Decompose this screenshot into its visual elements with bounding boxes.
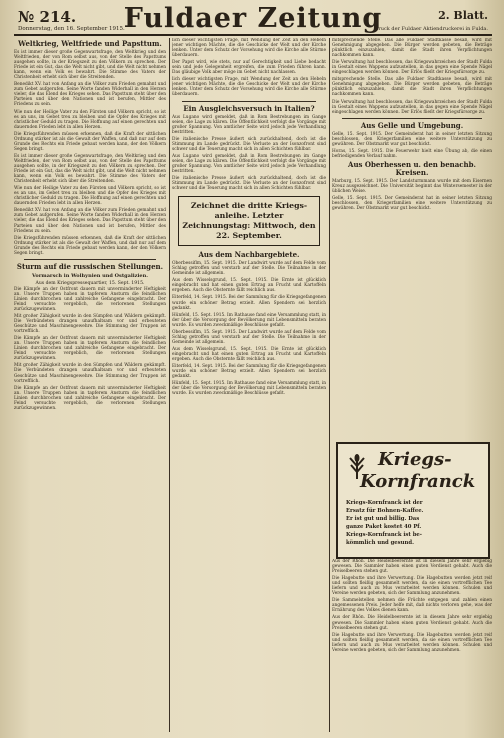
article-paragraph: Wie nun der Heilige Vater zu den Fürsten und Völkern spricht, so ist es an uns, im Gebet treu zu bleiben und die Opfer des Krieges mit christlicher Geduld zu tragen. Die Hoffnung auf einen gerechten und dauernden Frieden lebt in allen Herzen. — [14, 186, 166, 207]
article-paragraph: Die Hagebutte und ihre Verwertung. Die Hagebutten werden jetzt reif und sollten fleißig gesammelt werden, da sie einen vortrefflichen Tee liefern und auch zu Mus verarbeitet werden können. Schulen und Vereine werden gebeten, sich der Sammlung anzunehmen. — [332, 632, 492, 653]
divider — [342, 118, 482, 119]
article-subheadline: Vormarsch in Wolhynien und Ostgalizien. — [32, 272, 148, 279]
article-paragraph: Benedikt XV. hat von Anfang an die Völker zum Frieden gemahnt und zum Gebet aufgerufen. Seine Worte fanden Widerhall in den Herzen vieler, die das Elend des Krieges sehen. Das Papsttum steht über den Parteien und über den Nationen und ist berufen, Mittler des Friedens zu sein. — [14, 208, 166, 234]
article-paragraph: Hünfeld, 15. Sept. 1915. Im Rathause fand eine Versammlung statt, in der über die Versorgung der Bevölkerung mit Lebensmitteln beraten wurde. Es wurden zweckmäßige Beschlüsse gefaßt. — [172, 381, 326, 397]
article-paragraph: Die Verwaltung hat beschlossen, das Kriegswahrzeichen der Stadt Fulda in Gestalt eines Wappens aufzustellen, in das gegen eine Spende Nägel eingeschlagen werden können. Der Erlös fließt der Kriegsfürsorge zu. — [332, 99, 492, 115]
article-paragraph: Die Kämpfe an der Ostfront dauern mit unverminderter Heftigkeit an. Unsere Truppen haben in tapferem Ansturm die feindlichen Linien durchbrochen und zahlreiche Gefangene eingebracht. Der Feind versuchte vergeblich, die verlorenen Stellungen zurückzugewinnen. — [14, 336, 166, 362]
issue-number: № 214. — [18, 8, 77, 26]
war-loan-notice: Zeichnet die dritte Kriegs-anleihe. Letzter Zeichnungstag: Mittwoch, den 22. September. — [178, 196, 320, 246]
article-paragraph: Die Sammelstellen nehmen die Früchte entgegen und zahlen einen angemessenen Preis. Jeder helfe mit, daß nichts verloren gehe, was der Ernährung des Volkes dienen kann. — [332, 598, 492, 614]
column-3-bottom — [332, 559, 492, 732]
ad-title-line-1: Kriegs- — [378, 449, 452, 470]
ad-text: Kriegs-Kornfranck ist be- — [346, 532, 422, 538]
article-paragraph: Horas, 15. Sept. 1915. Die Feuerwehr hielt eine Übung ab, die einen befriedigenden Verlauf nahm. — [332, 148, 492, 159]
article-paragraph: lich dieser wichtigsten Frage, mit Wendung der Zeit an den Hebeln jener wichtigen Mächte, die die Geschicke der Welt und der Kirche lenken. Unter dem Schutz der Vorsehung wird die Kirche alle Stürme überdauern. — [172, 77, 326, 98]
sheet-number: 2. Blatt. — [438, 9, 488, 22]
article-paragraph: Eiterfeld, 14. Sept. 1915. Bei der Sammlung für die Kriegsgefangenen wurde ein schöner Betrag erzielt. Allen Spendern sei herzlich gedankt. — [172, 295, 326, 311]
divider — [182, 101, 316, 102]
masthead — [14, 4, 492, 36]
ad-text: ganze Paket kostet 40 Pf. — [346, 524, 422, 530]
article-paragraph: Es ist immer dieser große Gegenwartsfrage, den Weltkrieg und den Weltfrieden, der von Rom selbst aus, von der Stelle des Papsttums ausgehen sollte, in der Kriegszeit zu den Völkern zu sprechen. Der Friede ist ein Gut, das die Welt nicht gibt, und die Welt nicht nehmen kann, wenn ein Volk es bewahrt. Die Stimme des Vaters der Christenheit erhebt sich über die Streitenden. — [14, 50, 166, 81]
article-paragraph: Die italienische Presse äußert sich zurückhaltend, doch ist die Stimmung im Lande gedrückt. Die Verluste an der Isonzofront sind schwer und die Teuerung macht sich in allen Schichten fühlbar. — [172, 136, 326, 152]
article-headline: Weltkrieg, Weltfriede und Papsttum. — [18, 39, 162, 48]
article-paragraph: Gelle, 15. Sept. 1915. Der Gemeinderat hat in seiner letzten Sitzung beschlossen, den Kriegerfamilien eine weitere Unterstützung zu gewähren. Der Obstmarkt war gut beschickt. — [332, 131, 492, 147]
ad-text: kömmlich und gesund. — [346, 540, 414, 546]
article-paragraph: Es ist immer dieser große Gegenwartsfrage, den Weltkrieg und den Weltfrieden, der von Rom selbst aus, von der Stelle des Papsttums ausgehen sollte, in der Kriegszeit zu den Völkern zu sprechen. Der Friede ist ein Gut, das die Welt nicht gibt, und die Welt nicht nehmen kann, wenn ein Volk es bewahrt. Die Stimme des Vaters der Christenheit erhebt sich über die Streitenden. — [14, 153, 166, 185]
article-paragraph: Mit großer Zähigkeit wurde in den Sümpfen und Wäldern gekämpft. Die Verbündeten drangen unaufhaltsam vor und erbeuteten Geschütze und Maschinengewehre. Die Stimmung der Truppen ist vortrefflich. — [14, 314, 166, 335]
article-dateline: Aus dem Kriegspressequartier, 15. Sept. 1915. — [35, 280, 145, 286]
article-paragraph: Die Hagebutte und ihre Verwertung. Die Hagebutten werden jetzt reif und sollten fleißig gesammelt werden, da sie einen vortrefflichen Tee liefern und auch zu Mus verarbeitet werden können. Schulen und Vereine werden gebeten, sich der Sammlung anzunehmen. — [332, 576, 492, 597]
issue-date: Donnerstag, den 16. September 1915. — [18, 26, 125, 32]
article-paragraph: Die Kriegsführenden müssen erkennen, daß die Kraft der sittlichen Ordnung stärker ist als die Gewalt der Waffen, und daß nur auf dem Grunde des Rechts ein Friede gebaut werden kann, der den Völkern Segen bringt. — [14, 131, 166, 152]
article-paragraph: Aus dem Wisselsgrund, 15. Sept. 1915. Die Ernte ist glücklich eingebracht und hat einen guten Ertrag an Frucht und Kartoffeln ergeben. Auch die Obsternte fällt reichlich aus. — [172, 278, 326, 294]
column-3-top — [332, 38, 492, 438]
article-paragraph: Oberbessiflm, 15. Sept. 1915. Der Landwirt wurde auf dem Felde vom Schlag getroffen und verstarb auf der Stelle. Die Teilnahme in der Gemeinde ist allgemein. — [172, 329, 326, 345]
column-rule — [169, 38, 170, 732]
article-paragraph: Benedikt XV. hat von Anfang an die Völker zum Frieden gemahnt und zum Gebet aufgerufen. Seine Worte fanden Widerhall in den Herzen vieler, die das Elend des Krieges sehen. Das Papsttum steht über den Parteien und über den Nationen und ist berufen, Mittler des Friedens zu sein. — [14, 82, 166, 108]
article-paragraph: Aus der Rhön. Die Heidelbeerernte ist in diesem Jahre sehr ergiebig gewesen. Die Sammler haben einen guten Verdienst gehabt. Auch die Preiselbeeren stehen gut. — [332, 615, 492, 631]
article-paragraph: Mit großer Zähigkeit wurde in den Sümpfen und Wäldern gekämpft. Die Verbündeten drangen unaufhaltsam vor und erbeuteten Geschütze und Maschinengewehre. Die Stimmung der Truppen ist vortrefflich. — [14, 363, 166, 384]
article-paragraph: lich dieser wichtigsten Frage, mit Wendung der Zeit an den Hebeln jener wichtigen Mächte, die die Geschicke der Welt und der Kirche lenken. Unter dem Schutz der Vorsehung wird die Kirche alle Stürme überdauern. — [172, 38, 326, 59]
article-paragraph: Aus Lugano wird gemeldet, daß in Rom Bestrebungen im Gange seien, die Lage zu klären. Die Öffentlichkeit verfolgt die Vorgänge mit großer Spannung. Von amtlicher Seite wird jedoch jede Verhandlung bestritten. — [172, 153, 326, 174]
ad-text: Kriegs-Kornfranck ist der — [346, 500, 423, 506]
article-paragraph: Hünfeld, 15. Sept. 1915. Im Rathause fand eine Versammlung statt, in der über die Versorgung der Bevölkerung mit Lebensmitteln beraten wurde. Es wurden zweckmäßige Beschlüsse gefaßt. — [172, 312, 326, 328]
article-paragraph: Gelle, 15. Sept. 1915. Der Gemeinderat hat in seiner letzten Sitzung beschlossen, den Kriegerfamilien eine weitere Unterstützung zu gewähren. Der Obstmarkt war gut beschickt. — [332, 196, 492, 212]
article-headline: Aus Oberhessen u. den benachb. Kreisen. — [348, 159, 476, 177]
article-headline: Aus dem Nachbargebiete. — [198, 250, 300, 260]
ad-text: Ersatz für Bohnen-Kaffee. — [346, 508, 424, 514]
article-paragraph: Marburg, 15. Sept. 1915. Der Landsturmmann wurde mit dem Eisernen Kreuz ausgezeichnet. Die Universität beginnt das Wintersemester in der üblichen Weise. — [332, 178, 492, 194]
article-headline: Ein Ausgleichsversuch in Italien? — [183, 103, 315, 113]
article-paragraph: Aus der Rhön. Die Heidelbeerernte ist in diesem Jahre sehr ergiebig gewesen. Die Sammler haben einen guten Verdienst gehabt. Auch die Preiselbeeren stehen gut. — [332, 559, 492, 575]
article-paragraph: Aus Lugano wird gemeldet, daß in Rom Bestrebungen im Gange seien, die Lage zu klären. Die Öffentlichkeit verfolgt die Vorgänge mit großer Spannung. Von amtlicher Seite wird jedoch jede Verhandlung bestritten. — [172, 114, 326, 135]
article-paragraph: Die Kämpfe an der Ostfront dauern mit unverminderter Heftigkeit an. Unsere Truppen haben in tapferem Ansturm die feindlichen Linien durchbrochen und zahlreiche Gefangene eingebracht. Der Feind versuchte vergeblich, die verlorenen Stellungen zurückzugewinnen. — [14, 385, 166, 411]
article-paragraph: mitsprechende Stelle. Das alle Fuldaer Stadtkasse besaß, wird mit Genehmigung abgegeben. Die Bürger werden gebeten, die Beträge pünktlich einzuzahlen, damit die Stadt ihren Verpflichtungen nachkommen kann. — [332, 77, 492, 98]
article-paragraph: Die Kriegsführenden müssen erkennen, daß die Kraft der sittlichen Ordnung stärker ist als die Gewalt der Waffen, und daß nur auf dem Grunde des Rechts ein Friede gebaut werden kann, der den Völkern Segen bringt. — [14, 235, 166, 256]
article-headline: Aus Gelle und Umgebung. — [360, 120, 464, 130]
article-paragraph: Die italienische Presse äußert sich zurückhaltend, doch ist die Stimmung im Lande gedrückt. Die Verluste an der Isonzofront sind schwer und die Teuerung macht sich in allen Schichten fühlbar. — [172, 176, 326, 192]
article-paragraph: mitsprechende Stelle. Das alle Fuldaer Stadtkasse besaß, wird mit Genehmigung abgegeben. Die Bürger werden gebeten, die Beträge pünktlich einzuzahlen, damit die Stadt ihren Verpflichtungen nachkommen kann. — [332, 38, 492, 59]
article-headline: Sturm auf die russischen Stellungen. — [16, 261, 164, 271]
article-paragraph: Wie nun der Heilige Vater zu den Fürsten und Völkern spricht, so ist es an uns, im Gebet treu zu bleiben und die Opfer des Krieges mit christlicher Geduld zu tragen. Die Hoffnung auf einen gerechten und dauernden Frieden lebt in allen Herzen. — [14, 109, 166, 130]
article-paragraph: Oberbessiflm, 15. Sept. 1915. Der Landwirt wurde auf dem Felde vom Schlag getroffen und verstarb auf der Stelle. Die Teilnahme in der Gemeinde ist allgemein. — [172, 261, 326, 277]
article-paragraph: Die Kämpfe an der Ostfront dauern mit unverminderter Heftigkeit an. Unsere Truppen haben in tapferem Ansturm die feindlichen Linien durchbrochen und zahlreiche Gefangene eingebracht. Der Feind versuchte vergeblich, die verlorenen Stellungen zurückzugewinnen. — [14, 286, 166, 312]
newspaper-title: Fuldaer Zeitung — [123, 3, 383, 34]
ad-text: Er ist gut und billig. Das — [346, 516, 420, 522]
article-paragraph: Eiterfeld, 14. Sept. 1915. Bei der Sammlung für die Kriegsgefangenen wurde ein schöner Betrag erzielt. Allen Spendern sei herzlich gedankt. — [172, 364, 326, 380]
article-paragraph: Der Papst wird, wie stets, nur auf Gerechtigkeit und Liebe bedacht sein und jede Gelegenheit ergreifen, die zum Frieden führen kann. Das gläubige Volk aber möge im Gebet nicht nachlassen. — [172, 60, 326, 76]
article-paragraph: Aus dem Wisselsgrund, 15. Sept. 1915. Die Ernte ist glücklich eingebracht und hat einen guten Ertrag an Frucht und Kartoffeln ergeben. Auch die Obsternte fällt reichlich aus. — [172, 346, 326, 362]
kornfranck-advertisement — [336, 442, 490, 559]
printer-line: Druck der Fuldaer Aktiendruckerei in Fulda. — [374, 26, 488, 32]
column-rule — [329, 38, 330, 732]
column-1 — [14, 38, 166, 732]
article-paragraph: Die Verwaltung hat beschlossen, das Kriegswahrzeichen der Stadt Fulda in Gestalt eines Wappens aufzustellen, in das gegen eine Spende Nägel eingeschlagen werden können. Der Erlös fließt der Kriegsfürsorge zu. — [332, 60, 492, 76]
ad-title-line-2: Kornfranck — [360, 471, 476, 492]
divider — [24, 259, 156, 260]
column-2 — [172, 38, 326, 732]
